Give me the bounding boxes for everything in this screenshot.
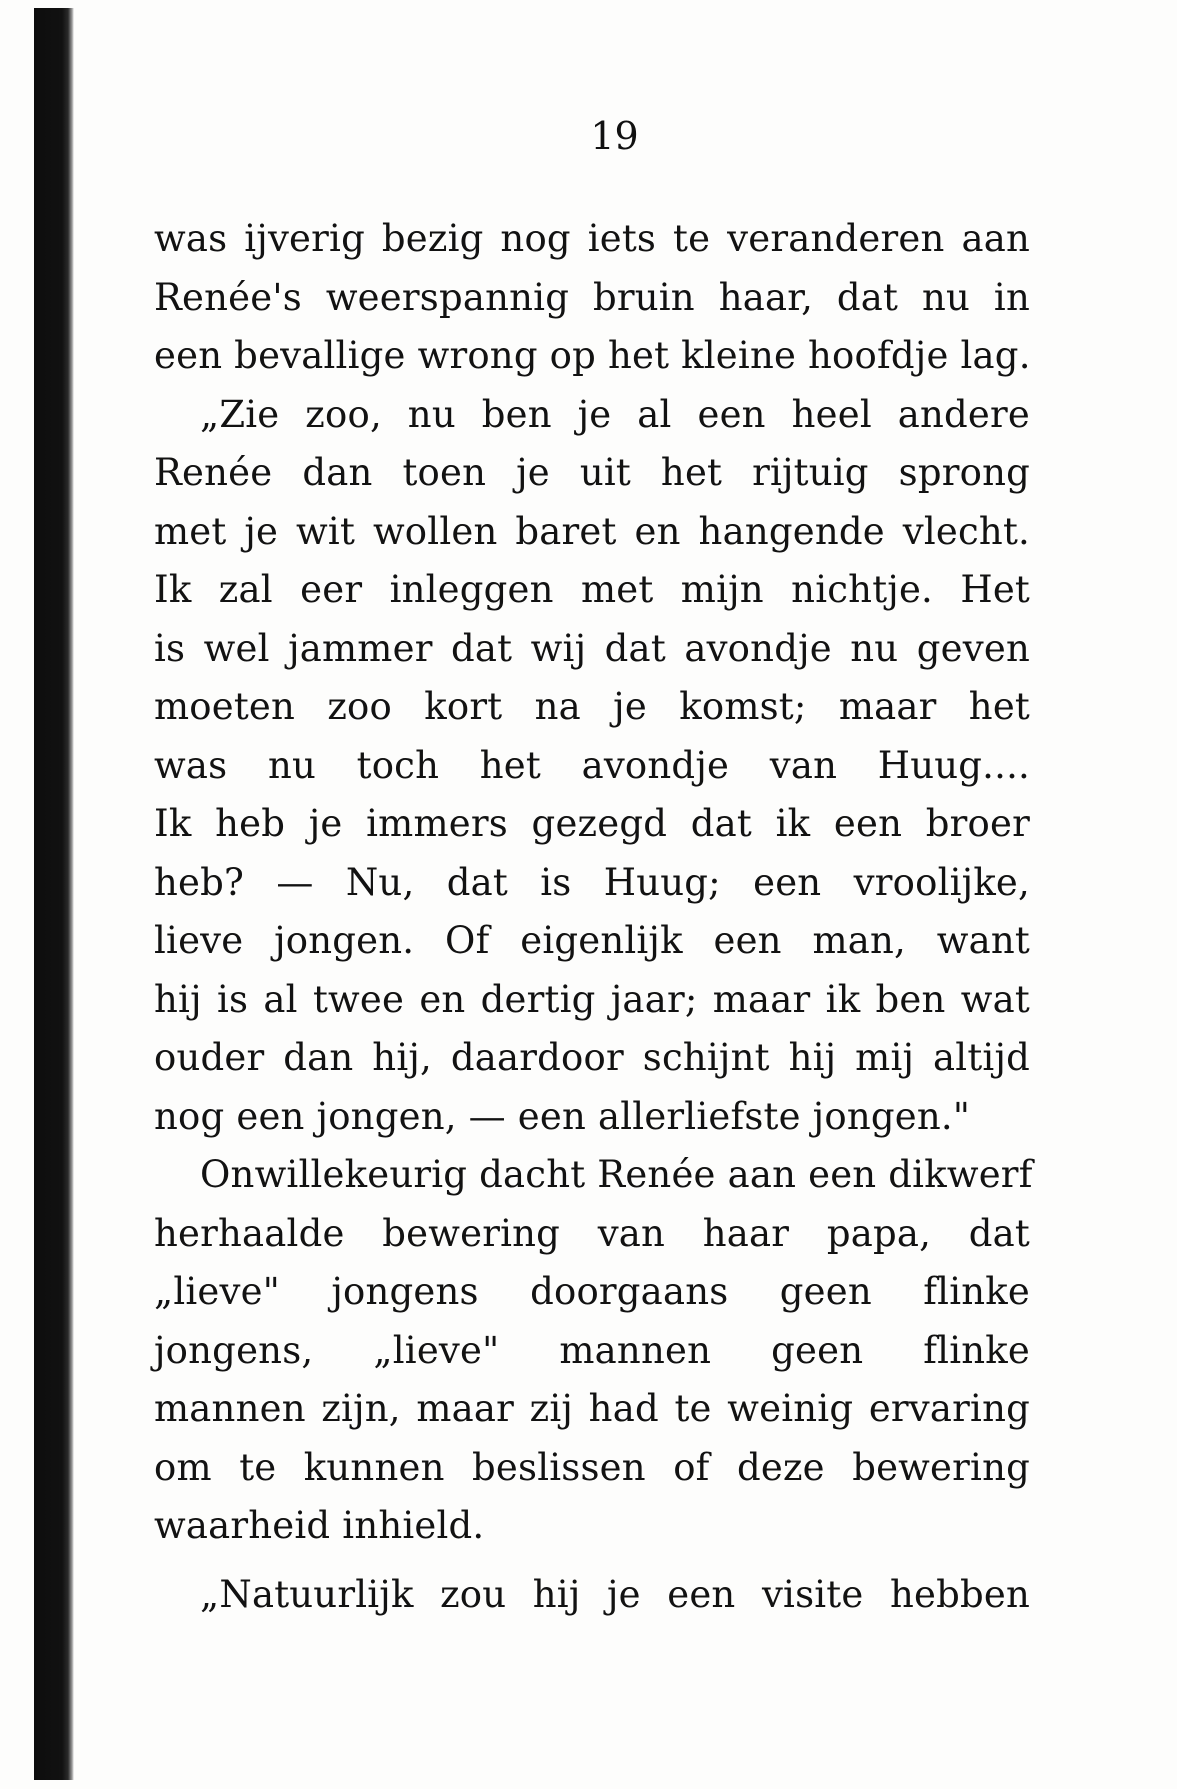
text-line: heb? — Nu, dat is Huug; een vroolijke,	[154, 860, 1030, 904]
text-line: om te kunnen beslissen of deze bewering	[154, 1445, 1030, 1489]
text-line: „Zie zoo, nu ben je al een heel andere	[200, 392, 1030, 436]
text-line: Onwillekeurig dacht Renée aan een dikwerf	[200, 1153, 1033, 1196]
text-line: jongens, „lieve" mannen geen flinke	[154, 1328, 1030, 1372]
text-line: hij is al twee en dertig jaar; maar ik ben wat	[154, 977, 1030, 1021]
text-line: met je wit wollen baret en hangende vlecht.	[154, 509, 1030, 553]
text-line: is wel jammer dat wij dat avondje nu geven	[154, 626, 1030, 670]
text-line: nog een jongen, — een allerliefste jongen."	[154, 1094, 971, 1138]
text-line: een bevallige wrong op het kleine hoofdje lag.	[154, 334, 1031, 377]
text-line: was ijverig bezig nog iets te veranderen aan	[154, 217, 1030, 260]
text-line: moeten zoo kort na je komst; maar het	[154, 685, 1030, 728]
text-line: „Natuurlijk zou hij je een visite hebben	[200, 1572, 1030, 1616]
text-line: Ik heb je immers gezegd dat ik een broer	[154, 802, 1030, 845]
text-line: Renée's weerspannig bruin haar, dat nu in	[154, 275, 1030, 319]
text-line: waarheid inhield.	[154, 1504, 485, 1547]
text-line: Renée dan toen je uit het rijtuig sprong	[154, 451, 1030, 494]
text-line: Ik zal eer inleggen met mijn nichtje. Het	[154, 568, 1030, 611]
paragraph-gap	[154, 1556, 1030, 1566]
text-line: was nu toch het avondje van Huug....	[154, 743, 1030, 787]
text-line: mannen zijn, maar zij had te weinig ervaring	[154, 1387, 1030, 1430]
body-text	[154, 210, 1033, 1624]
binding-edge	[34, 8, 74, 1780]
text-line: ouder dan hij, daardoor schijnt hij mij altijd	[154, 1036, 1030, 1079]
text-line: lieve jongen. Of eigenlijk een man, want	[154, 919, 1030, 962]
page-number: 19	[590, 114, 639, 158]
text-line: herhaalde bewering van haar papa, dat	[154, 1211, 1030, 1255]
text-line: „lieve" jongens doorgaans geen flinke	[154, 1270, 1030, 1313]
